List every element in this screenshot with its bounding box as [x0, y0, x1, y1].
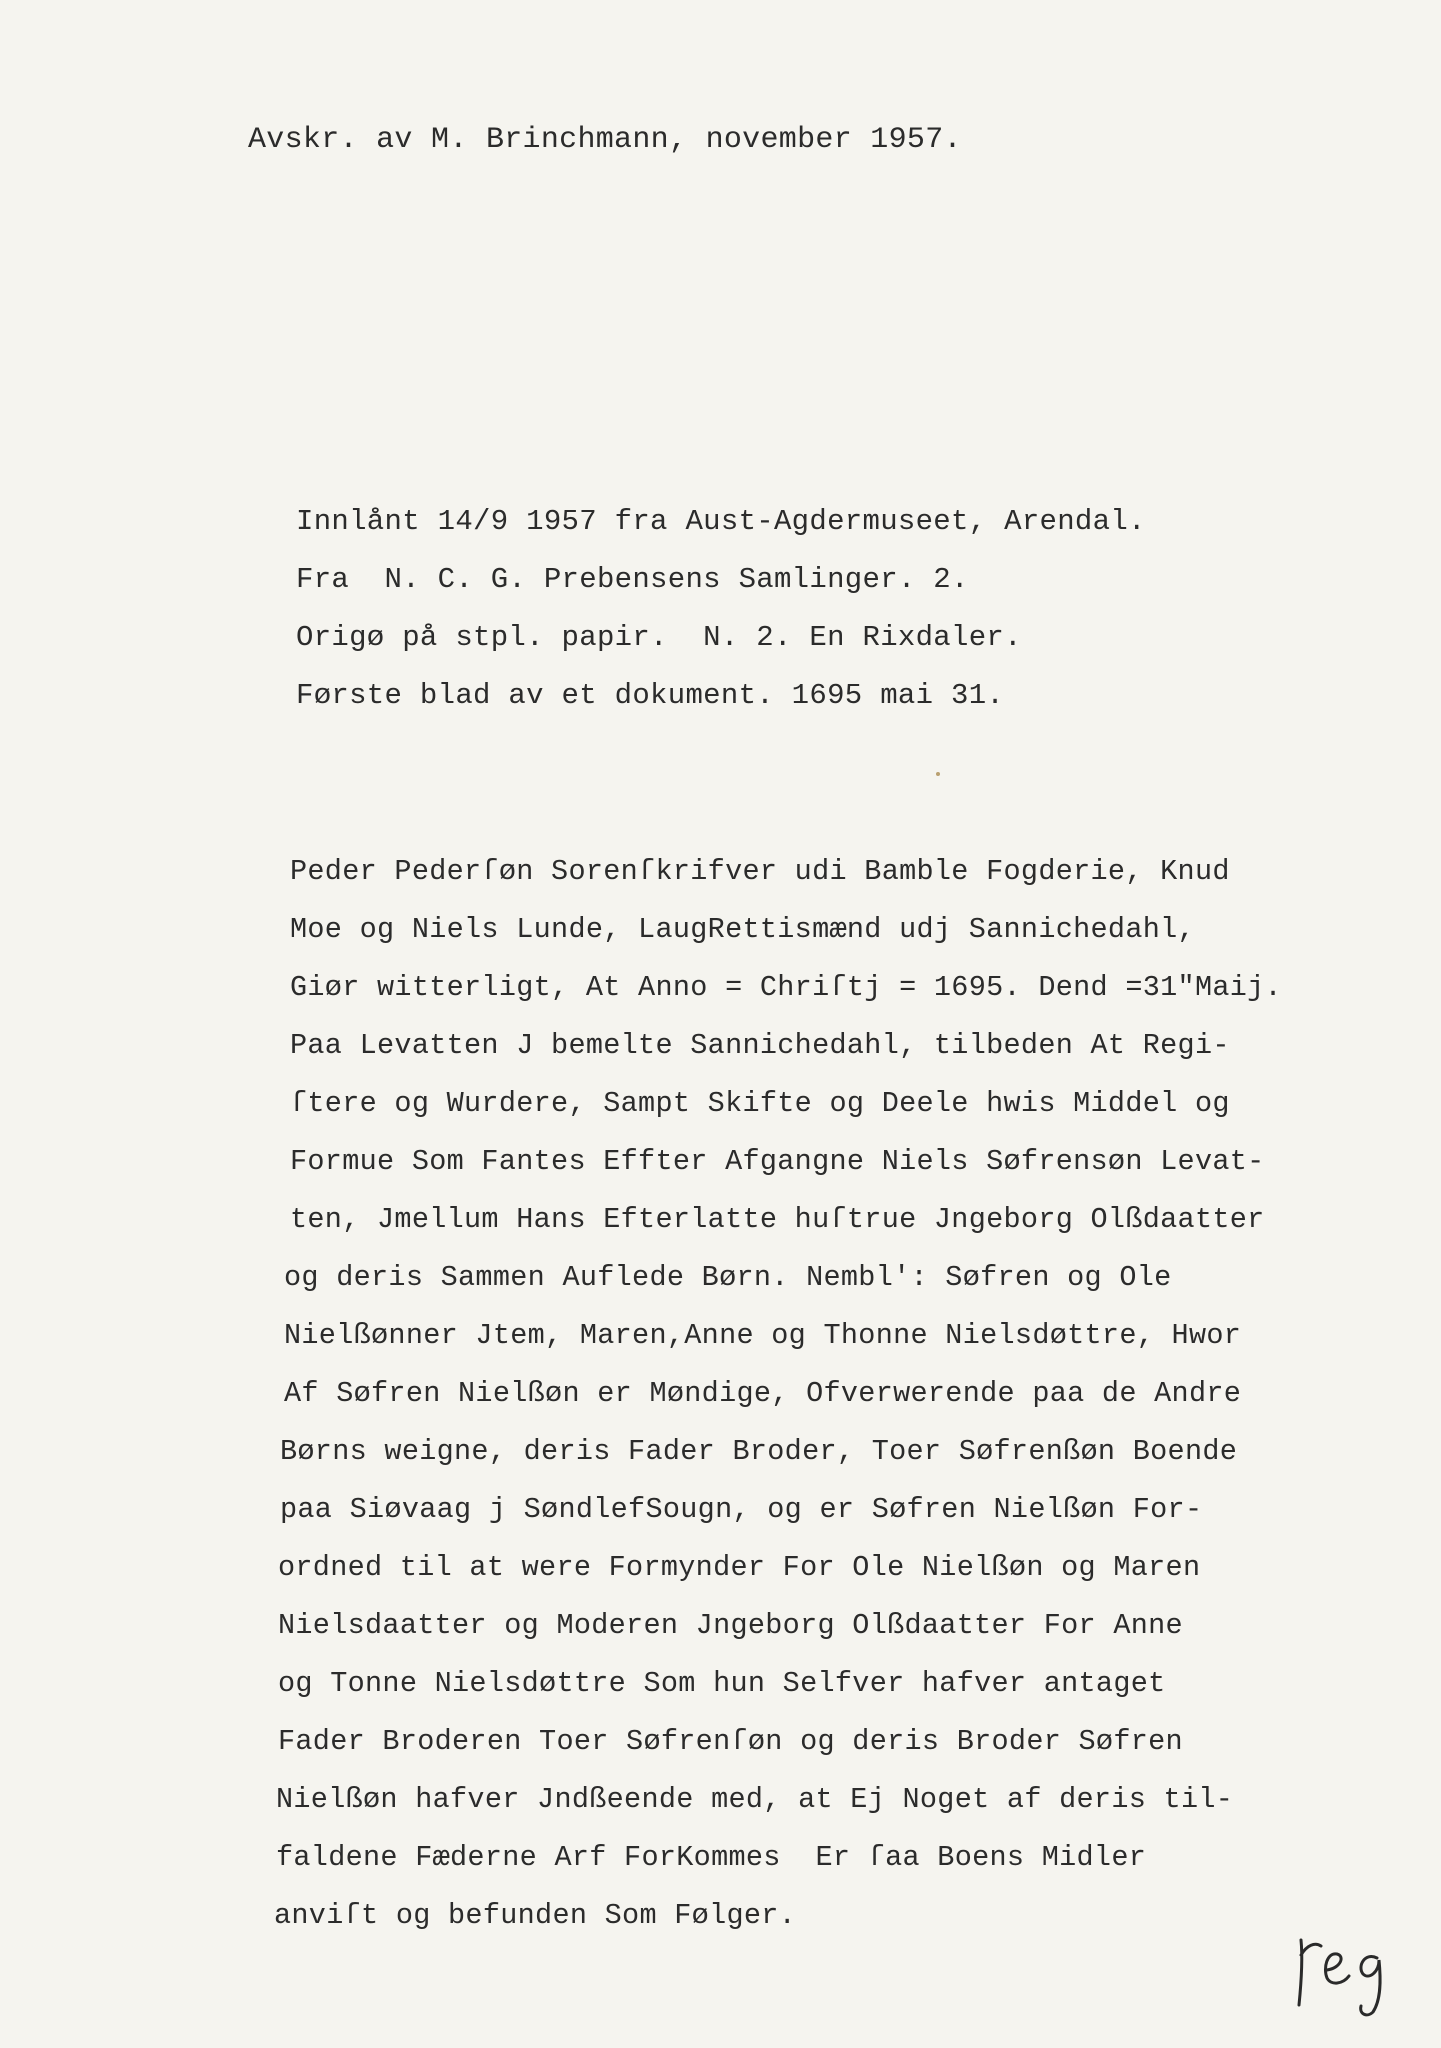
transcription-line: Giør witterligt, At Anno = Chriſtj = 1695. Dend =31"Maij.: [290, 971, 1282, 1004]
transcription-line: ſtere og Wurdere, Sampt Skifte og Deele hwis Middel og: [290, 1087, 1230, 1120]
transcription-line: og Tonne Nielsdøttre Som hun Selfver hafver antaget: [278, 1667, 1166, 1700]
transcription-line: Fader Broderen Toer Søfrenſøn og deris Broder Søfren: [278, 1725, 1183, 1758]
transcription-line: Paa Levatten J bemelte Sannichedahl, tilbeden At Regi-: [290, 1029, 1230, 1062]
source-line: Fra N. C. G. Prebensens Samlinger. 2.: [296, 563, 969, 596]
transcription-line: Peder Pederſøn Sorenſkrifver udi Bamble Fogderie, Knud: [290, 855, 1230, 888]
source-line: Innlånt 14/9 1957 fra Aust-Agdermuseet, Arendal.: [296, 505, 1146, 538]
source-line: Første blad av et dokument. 1695 mai 31.: [296, 679, 1005, 712]
transcription-line: Nielßøn hafver Jndßeende med, at Ej Noget af deris til-: [276, 1783, 1234, 1816]
transcription-line: Moe og Niels Lunde, LaugRettismænd udj Sannichedahl,: [290, 913, 1195, 946]
transcription-line: Nielßønner Jtem, Maren,Anne og Thonne Nielsdøttre, Hwor: [284, 1319, 1242, 1352]
transcription-line: ten, Jmellum Hans Efterlatte huſtrue Jngeborg Olßdaatter: [290, 1203, 1265, 1236]
paper-speck: [936, 772, 940, 776]
transcription-line: og deris Sammen Auflede Børn. Nembl': Søfren og Ole: [284, 1261, 1172, 1294]
transcription-line: faldene Fæderne Arf ForKommes Er ſaa Boens Midler: [276, 1841, 1147, 1874]
transcription-line: Formue Som Fantes Effter Afgangne Niels Søfrensøn Levat-: [290, 1145, 1265, 1178]
transcription-line: Børns weigne, deris Fader Broder, Toer Søfrenßøn Boende: [280, 1435, 1238, 1468]
handwritten-reg-mark: [1293, 1910, 1413, 2020]
transcription-line: Af Søfren Nielßøn er Møndige, Ofverwerende paa de Andre: [284, 1377, 1242, 1410]
transcription-line: anviſt og befunden Som Følger.: [274, 1899, 797, 1932]
source-line: Origø på stpl. papir. N. 2. En Rixdaler.: [296, 621, 1022, 654]
transcription-line: paa Siøvaag j SøndlefSougn, og er Søfren Nielßøn For-: [280, 1493, 1203, 1526]
transcription-line: ordned til at were Formynder For Ole Nielßøn og Maren: [278, 1551, 1201, 1584]
transcription-line: Nielsdaatter og Moderen Jngeborg Olßdaatter For Anne: [278, 1609, 1183, 1642]
transcription-note: Avskr. av M. Brinchmann, november 1957.: [248, 123, 962, 157]
